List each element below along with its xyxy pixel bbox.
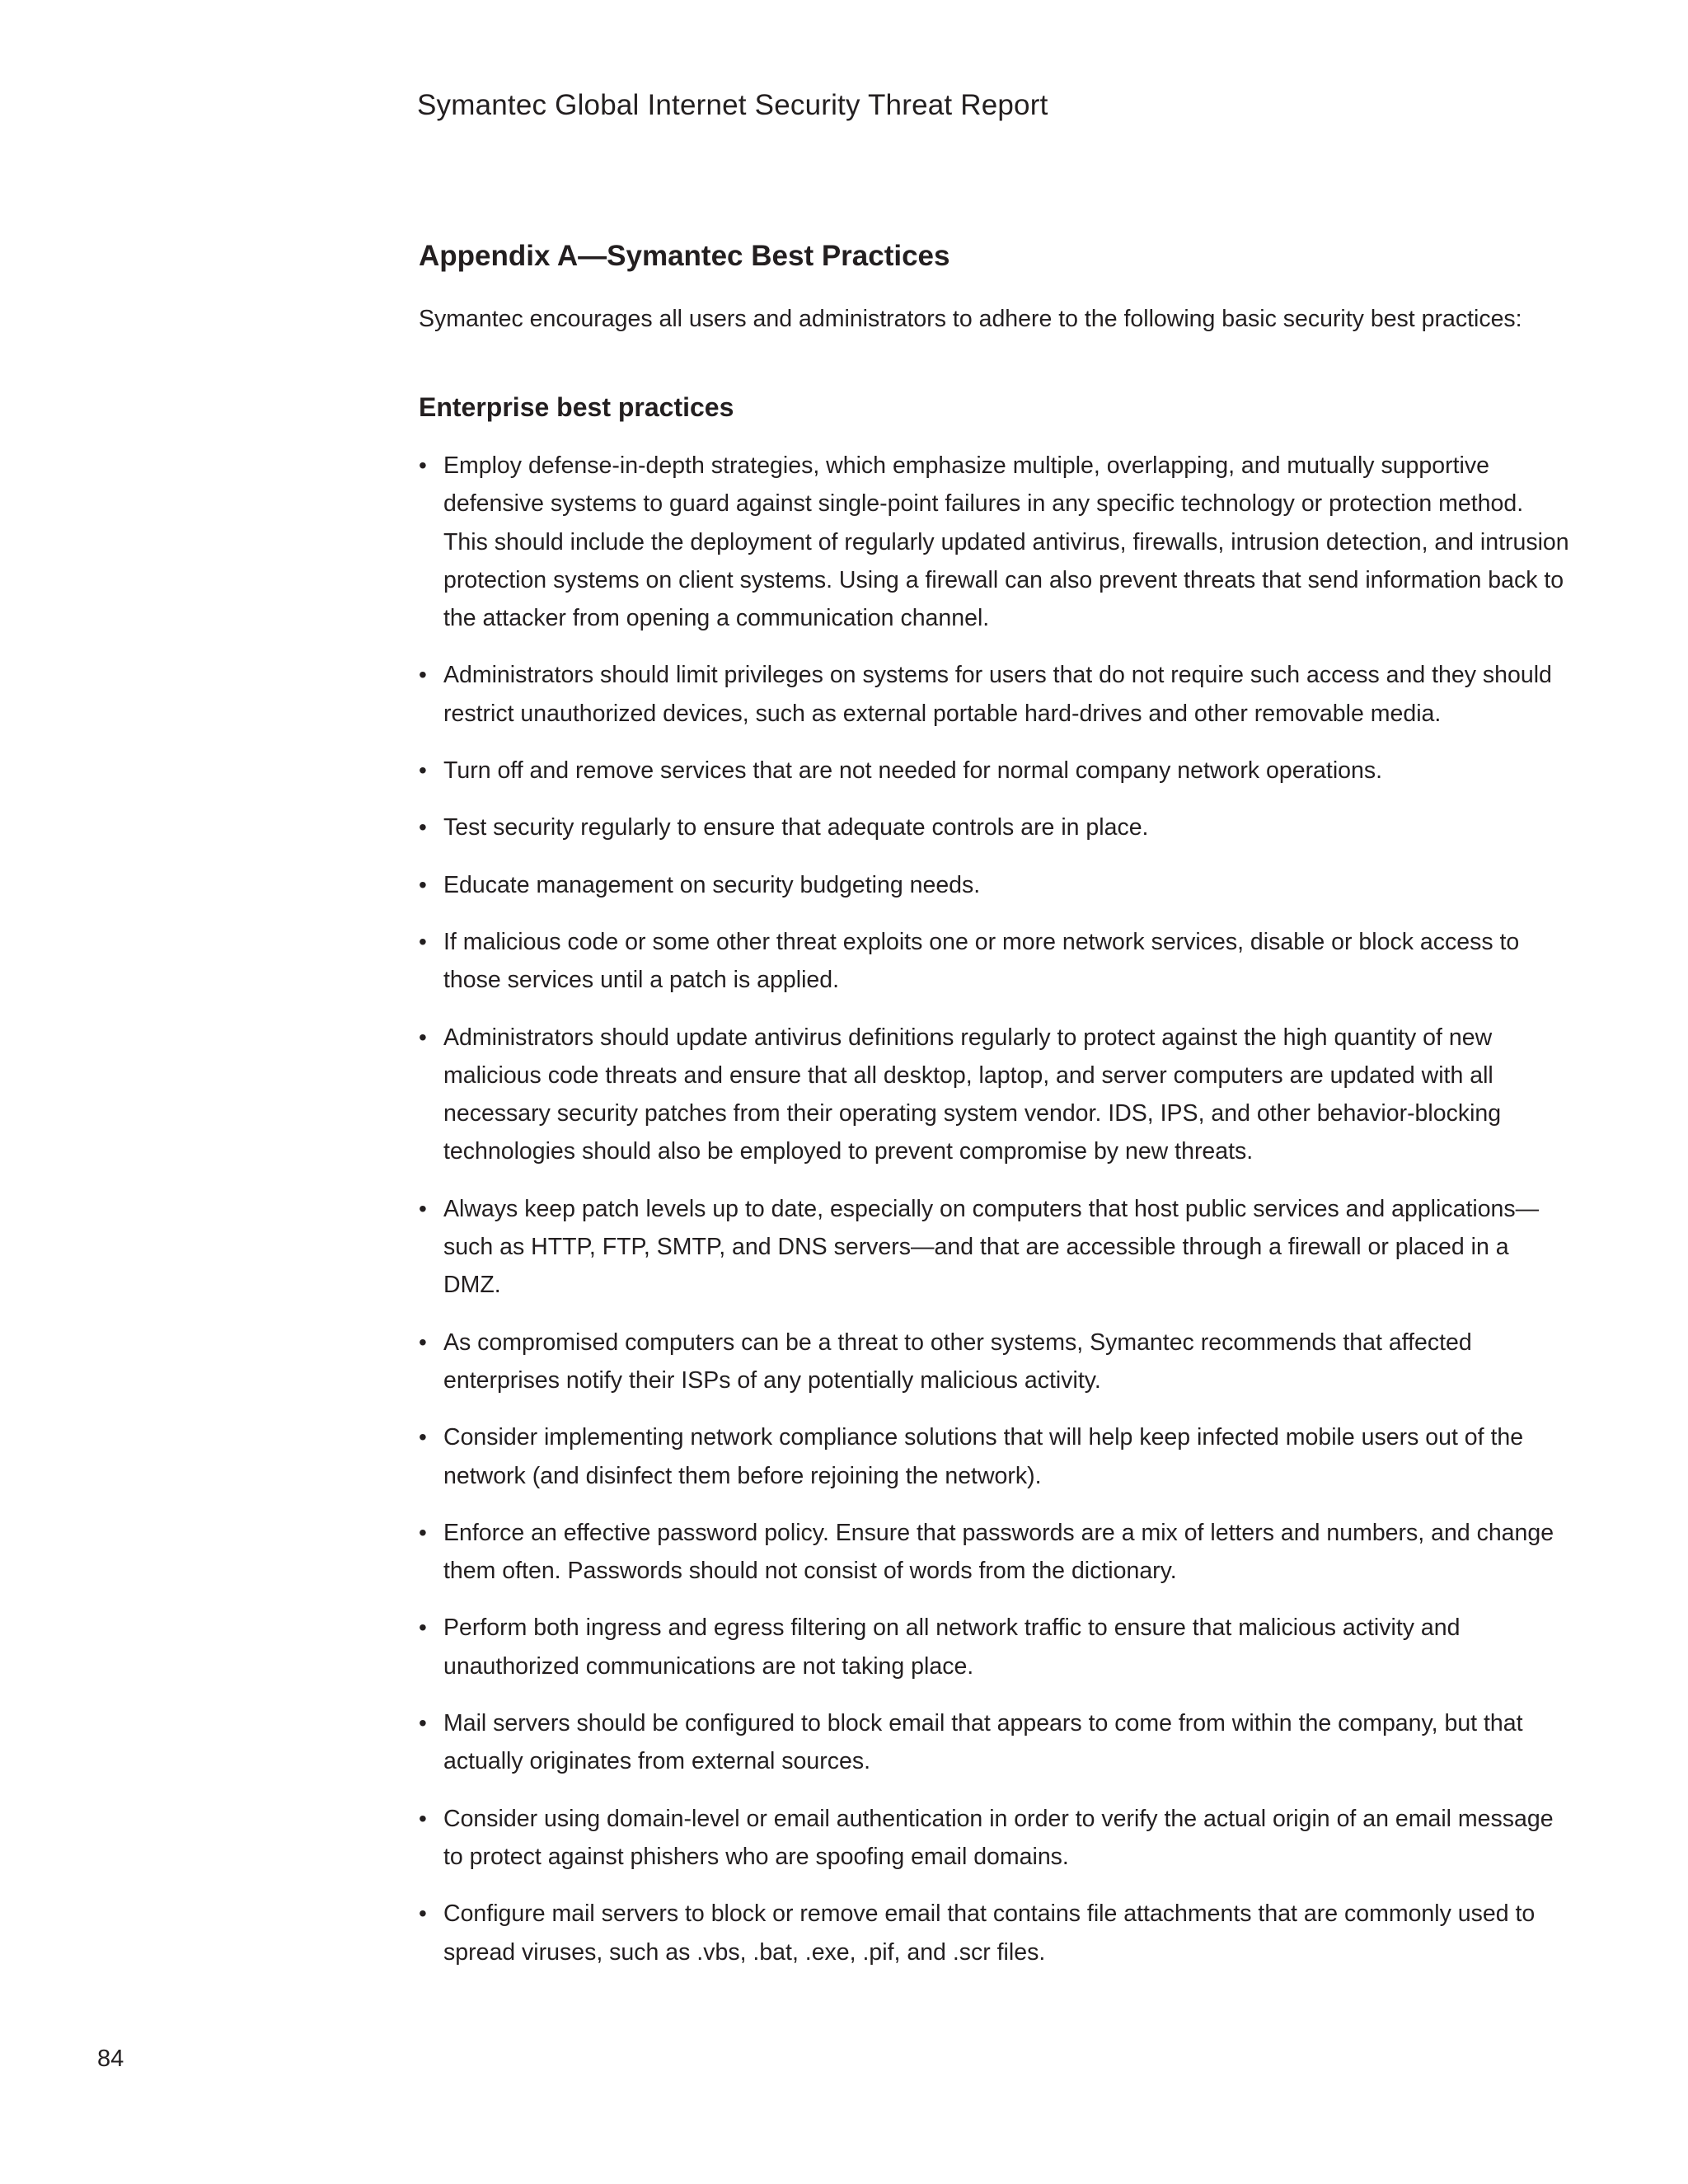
practice-text: Consider using domain-level or email authentication in order to verify the actual origin of an email message to protect against phishers who are spoofing email domains. [443,1805,1554,1870]
practice-item [419,447,1573,637]
practice-item [419,752,1573,790]
bullet-icon: • [419,757,427,784]
practice-item [419,1895,1573,1971]
practice-item [419,1190,1573,1305]
practice-item [419,1800,1573,1877]
bullet-icon: • [419,1329,427,1355]
bullet-icon: • [419,1195,427,1221]
practice-text: If malicious code or some other threat exploits one or more network services, disable or block access to those services until a patch is applied. [443,928,1520,994]
bullet-icon: • [419,1519,427,1545]
bullet-icon: • [419,662,427,688]
bullet-icon: • [419,452,427,478]
practice-item [419,1019,1573,1171]
practice-text: Enforce an effective password policy. Ensure that passwords are a mix of letters and numbers, and change them often. Passwords should not consist of words from the dictionary. [443,1519,1554,1585]
practice-text: Mail servers should be configured to block email that appears to come from within the company, but that actually originates from external sources. [443,1710,1523,1775]
report-running-header: Symantec Global Internet Security Threat Report [417,89,1048,121]
practice-text: Configure mail servers to block or remove email that contains file attachments that are commonly used to spread viruses, such as .vbs, .bat, .exe, .pif, and .scr files. [443,1900,1536,1966]
practice-item [419,656,1573,733]
practice-text: Employ defense-in-depth strategies, which emphasize multiple, overlapping, and mutually supportive defensive systems to guard against single-point failures in any specific technology or protection method. This should include the deployment of regularly updated antivirus, firewalls, intrusion detection, and intrusion protection systems on client systems. Using a firewall can also prevent threats that send information back to the attacker from opening a communication channel. [443,452,1569,632]
practice-text: Educate management on security budgeting needs. [443,871,981,898]
practice-text: Turn off and remove services that are not needed for normal company network operations. [443,757,1383,785]
practice-item [419,1514,1573,1591]
appendix-title: Appendix A—Symantec Best Practices [419,240,950,272]
practice-item [419,1324,1573,1400]
practice-text: Test security regularly to ensure that adequate controls are in place. [443,814,1149,841]
practice-item [419,923,1573,1000]
bullet-icon: • [419,1900,427,1927]
bullet-icon: • [419,1805,427,1831]
practice-text: Administrators should update antivirus definitions regularly to protect against the high quantity of new malicious code threats and ensure that all desktop, laptop, and server computers are updated with all necessary security patches from their operating system vendor. IDS, IPS, and other behavior-blocking technologies should also be employed to prevent compromise by new threats. [443,1024,1502,1165]
practice-item [419,1704,1573,1781]
page-content [419,237,1573,1990]
bullet-icon: • [419,814,427,841]
page-number: 84 [97,2046,124,2072]
bullet-icon: • [419,1710,427,1736]
enterprise-section-title: Enterprise best practices [419,392,734,422]
bullet-icon: • [419,928,427,954]
practice-text: As compromised computers can be a threat to other systems, Symantec recommends that affected enterprises notify their ISPs of any potentially malicious activity. [443,1329,1472,1394]
bullet-icon: • [419,1615,427,1641]
practice-text: Administrators should limit privileges on systems for users that do not require such access and they should restrict unauthorized devices, such as external portable hard-drives and other removable media. [443,662,1552,727]
appendix-intro: Symantec encourages all users and administrators to adhere to the following basic security best practices: [419,306,1522,332]
bullet-icon: • [419,1024,427,1050]
practice-text: Perform both ingress and egress filtering on all network traffic to ensure that malicious activity and unauthorized communications are not taking place. [443,1615,1461,1680]
practice-text: Consider implementing network compliance solutions that will help keep infected mobile users out of the network (and disinfect them before rejoining the network). [443,1424,1524,1489]
enterprise-practice-list [419,447,1573,1971]
bullet-icon: • [419,871,427,898]
practice-item [419,866,1573,904]
bullet-icon: • [419,1424,427,1451]
practice-item [419,1609,1573,1685]
practice-item [419,808,1573,846]
practice-item [419,1418,1573,1495]
practice-text: Always keep patch levels up to date, especially on computers that host public services and applications—such as HTTP, FTP, SMTP, and DNS servers—and that are accessible through a firewall or placed in a DMZ. [443,1195,1540,1299]
